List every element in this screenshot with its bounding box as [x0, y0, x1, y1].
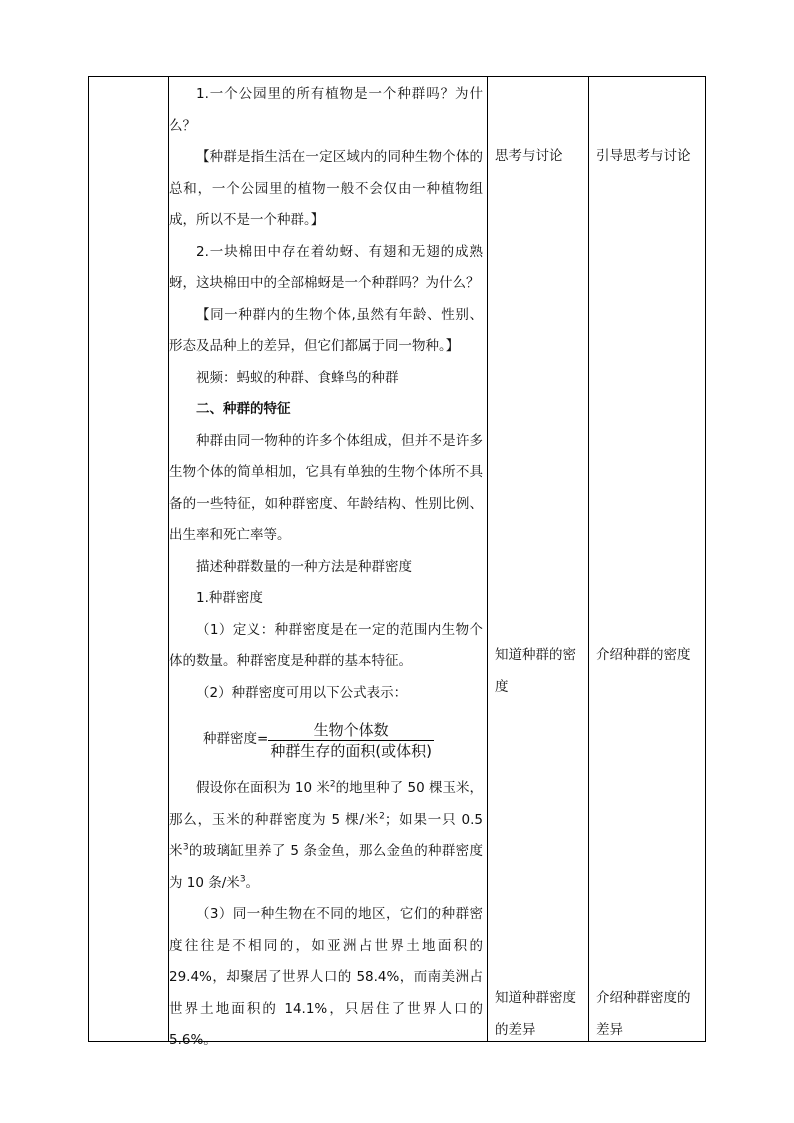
- method-paragraph: 描述种群数量的一种方法是种群密度: [196, 558, 412, 575]
- subheading-density: 1.种群密度: [196, 590, 263, 606]
- question-2: 2.一块棉田中存在着幼蚜、有翅和无翅的成熟蚜，这块棉田中的全部棉蚜是一个种群吗？为什么？: [169, 243, 483, 291]
- difference-paragraph: （3）同一种生物在不同的地区，它们的种群密度往往是不相同的，如亚洲占世界土地面积的 29.4%，却聚居了世界人口的 58.4%，而南美洲占世界土地面积的 14.1%，只居住了世界人口的 5.6%。: [169, 906, 483, 1048]
- definition-paragraph: （1）定义：种群密度是在一定的范围内生物个体的数量。种群密度是种群的基本特征。: [169, 621, 483, 669]
- density-formula: [169, 715, 483, 765]
- formula-intro: （2）种群密度可用以下公式表示：: [196, 684, 408, 701]
- formula-numerator: 生物个体数: [313, 720, 389, 739]
- design-intent-3: 介绍种群密度的差异: [596, 990, 691, 1038]
- student-activity-3: 知道种群密度的差异: [495, 990, 576, 1038]
- column-divider: [588, 77, 589, 1041]
- answer-1: 【种群是指生活在一定区域内的同种生物个体的总和，一个公园里的植物一般不会仅由一种植物组成，所以不是一个种群。】: [169, 149, 483, 228]
- design-intent-1: 引导思考与讨论: [596, 148, 691, 164]
- student-activity-1: 思考与讨论: [495, 148, 563, 164]
- column-divider: [487, 77, 488, 1041]
- section-heading: 二、种群的特征: [196, 401, 291, 417]
- video-note: 视频：蚂蚁的种群、食蜂鸟的种群: [196, 369, 399, 386]
- lesson-table: [88, 76, 706, 1048]
- answer-2: 【同一种群内的生物个体,虽然有年龄、性别、形态及品种上的差异，但它们都属于同一物种。】: [169, 306, 483, 354]
- teaching-content-cell: [169, 79, 483, 1057]
- example-paragraph: 假设你在面积为 10 米$^2$的地里种了 50 棵玉米，那么，玉米的种群密度为 5 棵/米$^2$；如果一只 0.5 米$^3$的玻璃缸里养了 5 条金鱼，那么金鱼的种群密度为 10 条/米$^3$。: [169, 779, 484, 891]
- formula-label: 种群密度=: [203, 731, 269, 748]
- formula-fraction: [268, 720, 434, 761]
- student-activity-2: 知道种群的密度: [495, 647, 576, 695]
- question-1: 1.一个公园里的所有植物是一个种群吗？为什么？: [169, 86, 483, 134]
- design-intent-2: 介绍种群的密度: [596, 647, 691, 663]
- intro-paragraph: 种群由同一物种的许多个体组成，但并不是许多生物个体的简单相加，它具有单独的生物个体所不具备的一些特征，如种群密度、年龄结构、性别比例、出生率和死亡率等。: [169, 432, 483, 543]
- formula-denominator: 种群生存的面积(或体积): [270, 741, 433, 760]
